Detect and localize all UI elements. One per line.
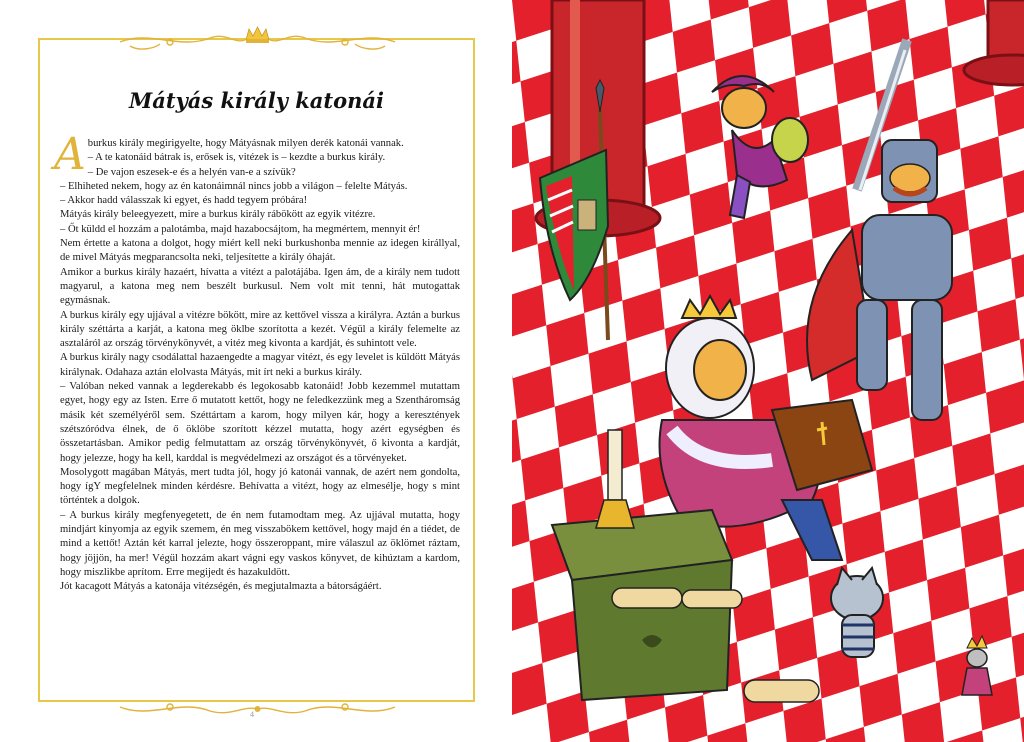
page-title: Mátyás király katonái xyxy=(129,88,384,113)
page-number: 4 xyxy=(250,710,254,719)
paragraph: A burkus király egy ujjával a vitézre bökött, mire az kettővel vissza a királyra. Aztán a burkus király széttárta a karját, a katona meg öklbe szorította a kezét. Végül a király felemelte az asztaláról az ország törvénykönyvét, a vitéz meg kivonta a kardját, és suhintott vele. xyxy=(60,309,460,350)
paragraph: A burkus király nagy csodálattal hazaengedte a magyar vitézt, és egy levelet is küldött Mátyás királynak. Odahaza aztán elolvasta Mátyás, mit írt neki a burkus király. xyxy=(60,352,460,378)
paragraph: – Őt küldd el hozzám a palotámba, majd hazabocsájtom, ha megmértem, mennyit ér! xyxy=(60,223,421,235)
paragraph-text: burkus király megirigyelte, hogy Mátyásnak milyen derék katonái vannak. xyxy=(87,138,404,149)
paragraph: Amikor a burkus király hazaért, hívatta a vitézt a palotájába. Igen ám, de a király nem tudott magyarul, a katona meg nem beszélt burkusul. Nem volt mit tenni, hát mutogattak egymásnak. xyxy=(60,266,460,307)
paragraph: – A burkus király megfenyegetett, de én nem futamodtam meg. Az ujjával mutatta, hogy mindjárt kinyomja az egyik szemem, én meg visszabökem kettővel, hogy majd én a tiédet, de mind a kettőt! Aztán két karral jelezte, hogy összeroppant, mire válaszul az öklömet ráztam, hogy jöjjön, ha mer! Végül hozzám akart vágni egy vaskos könyvet, de kihúztam a kardom, hogy miszlikbe aprítom. Erre megijedt és hazakuldött. xyxy=(60,509,460,578)
paragraph: – Elhiheted nekem, hogy az én katonáimnál nincs jobb a világon – felelte Mátyás. xyxy=(60,180,408,192)
paragraph: – De vajon eszesek-e és a helyén van-e a szívük? xyxy=(87,166,296,178)
illustration-page xyxy=(512,0,1024,742)
paragraph: Mosolygott magában Mátyás, mert tudta jól, hogy jó katonái vannak, de azért nem gondolta, hogy ígY megfelelnek minden kérdésre. Behívatta a vitézt, hogy az elmesélje, hogy s mint történtek a dolgok. xyxy=(60,466,460,507)
illustration xyxy=(512,0,1024,742)
crown-ornament-icon xyxy=(110,26,405,52)
paragraph: – Valóban neked vannak a legderekabb és legokosabb katonáid! Jobb kezemmel mutattam egyet, hogy egy az Isten. Erre ő mutatott kettőt, hogy ne feledkezzünk meg a Szentháromság másik két személyéről sem. Széttártam a karom, hogy milyen kár, hogy a keresztények szétszóródva élnek, de ő öklöbe szorított kézzel mutatta, hogy azért egységben és összetartásban. Amikor pedig felmutattam az ország törvénykönyvét, ő kivonta a kardját, hogy jelezze, hogy ha kell, karddal is megvédelmezi az országot és a törvényeket. xyxy=(60,381,460,464)
paragraph: Mátyás király beleegyezett, mire a burkus király rábökött az egyik vitézre. xyxy=(60,209,376,221)
paragraph: Jót kacagott Mátyás a katonája vitézségén, és megjutalmazta a bátorságáért. xyxy=(60,581,382,593)
scroll-ornament-icon xyxy=(110,697,405,723)
paragraph: – A te katonáid bátrak is, erősek is, vitézek is – kezdte a burkus király. xyxy=(87,152,386,164)
paragraph: – Akkor hadd válasszak ki egyet, és hadd tegyem próbára! xyxy=(60,195,308,207)
drop-cap: A xyxy=(54,129,86,180)
story-text xyxy=(54,129,460,595)
paragraph: Nem értette a katona a dolgot, hogy miért kell neki burkushonba mennie az idegen királlyal, de mivel Mátyás megparancsolta neki, teljesítette a király óhaját. xyxy=(60,238,460,264)
